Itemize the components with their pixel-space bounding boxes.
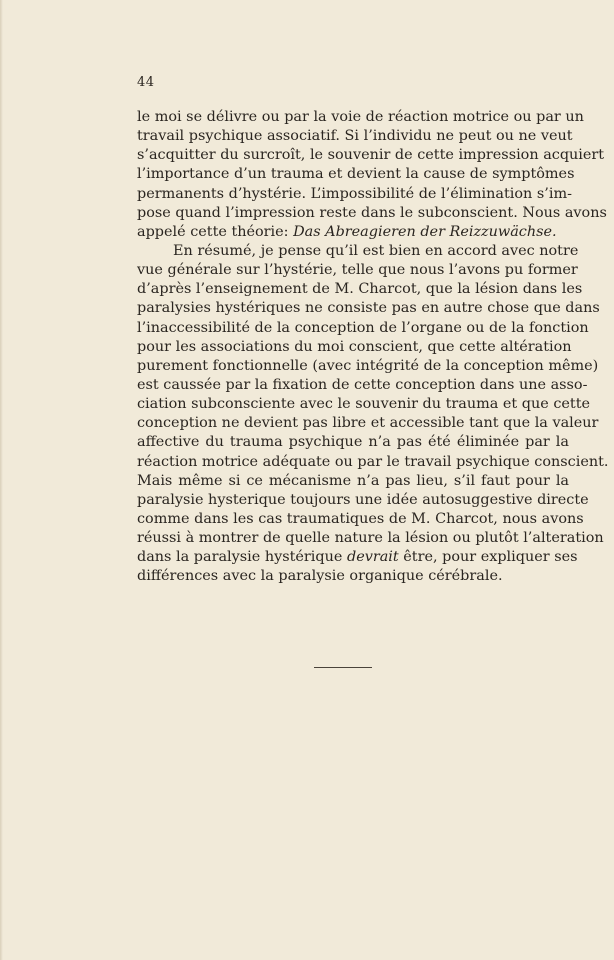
text-line: le moi se délivre ou par la voie de réaction motrice ou par un: [137, 109, 584, 125]
text-line: vue générale sur l’hystérie, telle que nous l’avons pu former: [137, 262, 578, 279]
text-line: différences avec la paralysie organique cérébrale.: [137, 568, 503, 585]
text-line: est caussée par la fixation de cette conception dans une asso-: [137, 376, 588, 393]
section-divider: [314, 667, 372, 668]
text-line: pose quand l’impression reste dans le subconscient. Nous avons: [137, 204, 607, 221]
text-line: comme dans les cas traumatiques de M. Charcot, nous avons: [137, 510, 584, 527]
text-segment: être, pour expliquer ses: [403, 549, 578, 566]
text-segment: dans la paralysie hystérique: [137, 549, 343, 566]
text-line: s’acquitter du surcroît, le souvenir de cette impression acquiert: [137, 147, 605, 164]
text-line: ciation subconsciente avec le souvenir du trauma et que cette: [137, 396, 591, 413]
text-segment: appelé cette théorie:: [137, 223, 289, 240]
page-edge-shadow: [0, 0, 3, 960]
text-line: purement fonctionnelle (avec intégrité de la conception même): [137, 357, 599, 374]
body-text: [137, 108, 609, 587]
text-line: paralysie hysterique toujours une idée autosuggestive directe: [137, 491, 589, 508]
text-line: paralysies hystériques ne consiste pas en autre chose que dans: [137, 300, 600, 317]
text-line: Mais même si ce mécanisme n’a pas lieu, s’il faut pour la: [137, 472, 569, 489]
german-title: Das Abreagieren der Reizzuwächse.: [293, 223, 557, 240]
text-line: travail psychique associatif. Si l’individu ne peut ou ne veut: [137, 128, 573, 145]
text-line: En résumé, je pense qu’il est bien en accord avec notre: [173, 242, 579, 259]
text-line: permanents d’hystérie. L’impossibilité de l’élimination s’im-: [137, 185, 572, 202]
text-line: pour les associations du moi conscient, que cette altération: [137, 338, 572, 355]
text-line: l’importance d’un trauma et devient la cause de symptômes: [137, 166, 575, 183]
text-line: réussi à montrer de quelle nature la lésion ou plutôt l’alteration: [137, 530, 604, 547]
text-line: [137, 223, 569, 242]
text-line: d’après l’enseignement de M. Charcot, que la lésion dans les: [137, 281, 583, 298]
text-line: réaction motrice adéquate ou par le travail psychique conscient.: [137, 453, 609, 470]
text-line: conception ne devient pas libre et accessible tant que la valeur: [137, 415, 599, 432]
page-number: 44: [137, 75, 155, 90]
text-line: [137, 548, 578, 567]
text-line: affective du trauma psychique n’a pas été éliminée par la: [137, 434, 569, 451]
italic-word: devrait: [346, 549, 399, 566]
text-line: l’inaccessibilité de la conception de l’organe ou de la fonction: [137, 319, 589, 336]
